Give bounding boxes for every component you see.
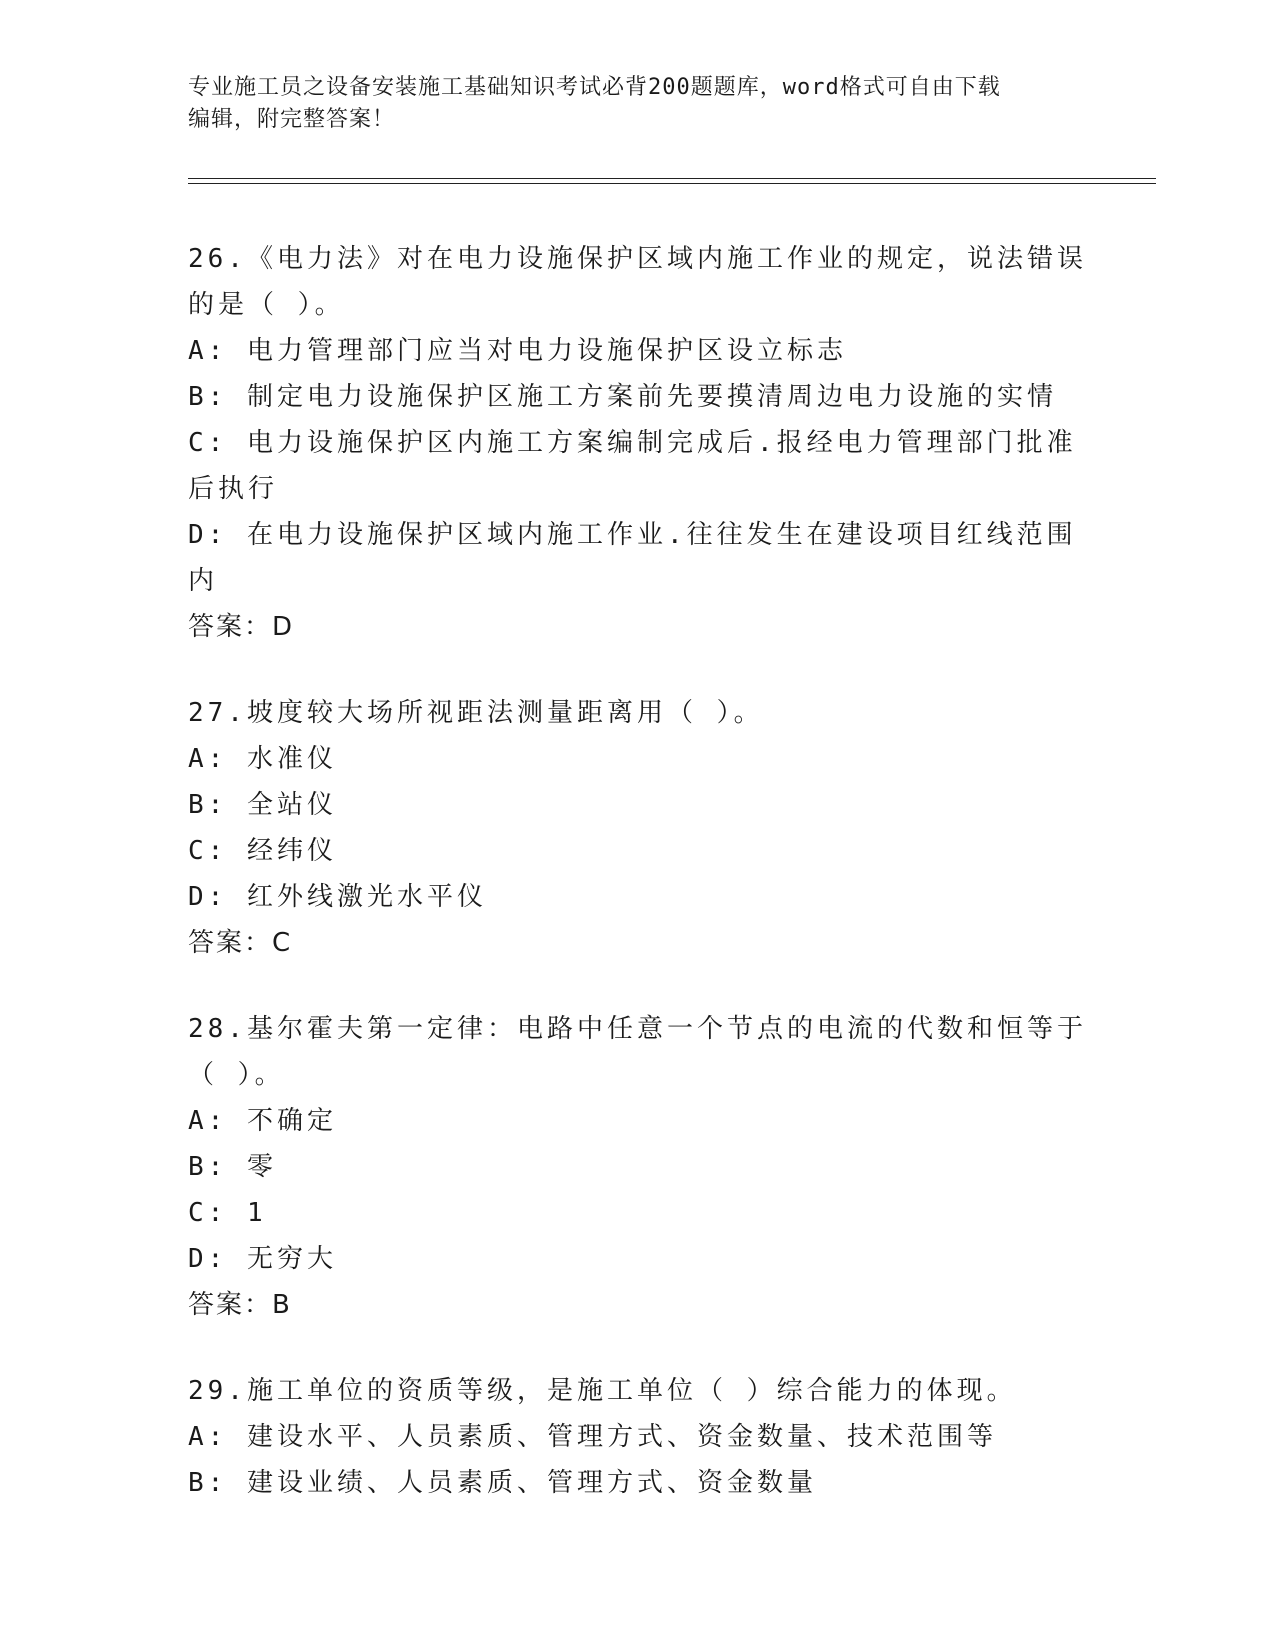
header-title-line-1: 专业施工员之设备安装施工基础知识考试必背200题题库，word格式可自由下载	[188, 75, 1001, 100]
question-28	[188, 1006, 1088, 1328]
option-b: B: 零	[188, 1152, 277, 1182]
header-double-rule	[188, 178, 1156, 184]
option-b: B: 全站仪	[188, 790, 337, 820]
option-a: A: 不确定	[188, 1106, 337, 1136]
answer-line: 答案：B	[188, 1290, 292, 1320]
option-a: A: 建设水平、人员素质、管理方式、资金数量、技术范围等	[188, 1422, 997, 1452]
answer-line: 答案：D	[188, 612, 295, 642]
answer-line: 答案：C	[188, 928, 293, 958]
document-header	[188, 72, 1068, 136]
option-d: D: 在电力设施保护区域内施工作业.往往发生在建设项目红线范围内	[188, 520, 1077, 596]
header-title-line-2: 编辑，附完整答案！	[188, 107, 396, 132]
question-29	[188, 1368, 1088, 1506]
option-a: A: 电力管理部门应当对电力设施保护区设立标志	[188, 336, 847, 366]
option-c: C: 1	[188, 1198, 267, 1228]
option-c: C: 经纬仪	[188, 836, 337, 866]
question-list	[188, 236, 1088, 1546]
option-b: B: 制定电力设施保护区施工方案前先要摸清周边电力设施的实情	[188, 382, 1057, 412]
question-stem: 26.《电力法》对在电力设施保护区域内施工作业的规定，说法错误的是（ ）。	[188, 244, 1087, 320]
option-c: C: 电力设施保护区内施工方案编制完成后.报经电力管理部门批准后执行	[188, 428, 1077, 504]
question-27	[188, 690, 1088, 966]
option-d: D: 无穷大	[188, 1244, 337, 1274]
question-stem: 29.施工单位的资质等级，是施工单位（ ）综合能力的体现。	[188, 1376, 1017, 1406]
option-d: D: 红外线激光水平仪	[188, 882, 487, 912]
option-b: B: 建设业绩、人员素质、管理方式、资金数量	[188, 1468, 817, 1498]
option-a: A: 水准仪	[188, 744, 337, 774]
question-stem: 28.基尔霍夫第一定律：电路中任意一个节点的电流的代数和恒等于（ ）。	[188, 1014, 1087, 1090]
question-26	[188, 236, 1088, 650]
question-stem: 27.坡度较大场所视距法测量距离用（ ）。	[188, 698, 764, 728]
